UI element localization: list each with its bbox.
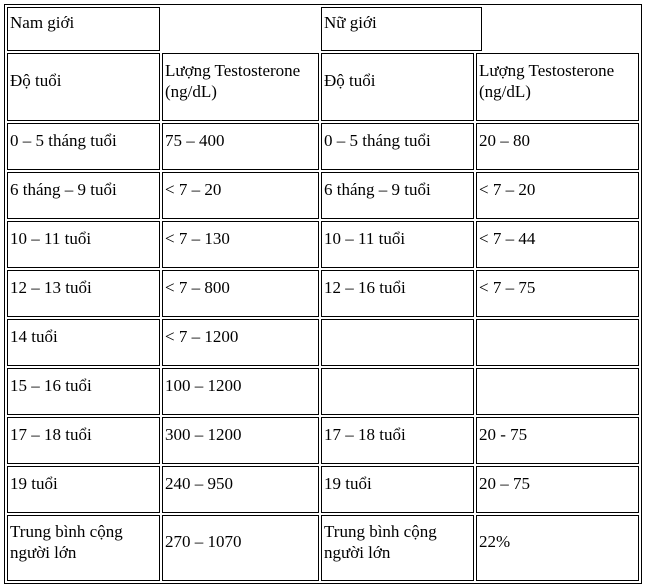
male-value-text: < 7 – 130 <box>165 228 230 248</box>
female-value-text: < 7 – 75 <box>479 277 536 297</box>
female-value-text: 20 – 75 <box>479 473 530 493</box>
male-value-text: 240 – 950 <box>165 473 233 493</box>
male-value-text: 300 – 1200 <box>165 424 242 444</box>
male-age-cell <box>7 270 160 317</box>
male-age-cell <box>7 515 160 581</box>
female-value-cell <box>476 515 639 581</box>
male-age-cell <box>7 221 160 268</box>
male-value-cell <box>162 368 319 415</box>
male-age-text: 15 – 16 tuổi <box>10 375 92 395</box>
male-value-text: < 7 – 20 <box>165 179 222 199</box>
male-level-header: Lượng Testosterone (ng/dL) <box>165 60 301 101</box>
male-age-text: 14 tuổi <box>10 326 58 346</box>
male-age-text: 17 – 18 tuổi <box>10 424 92 444</box>
male-age-cell <box>7 466 160 513</box>
male-value-cell <box>162 172 319 219</box>
female-value-text <box>479 326 636 347</box>
female-value-text: 22% <box>479 532 511 551</box>
male-level-header-cell <box>162 53 319 121</box>
male-value-text: < 7 – 1200 <box>165 326 239 346</box>
female-value-cell <box>476 172 639 219</box>
male-value-cell <box>162 123 319 170</box>
female-value-text: < 7 – 20 <box>479 179 536 199</box>
testosterone-table <box>4 4 642 584</box>
female-age-cell-blank <box>321 319 474 366</box>
table-row <box>7 270 639 317</box>
male-value-cell <box>162 221 319 268</box>
female-age-text: 10 – 11 tuổi <box>324 228 406 248</box>
female-age-cell <box>321 466 474 513</box>
table-row <box>7 368 639 415</box>
female-value-cell <box>476 221 639 268</box>
male-age-cell <box>7 172 160 219</box>
female-value-text: 20 – 80 <box>479 130 530 150</box>
male-age-cell <box>7 368 160 415</box>
male-value-text: 270 – 1070 <box>165 532 242 551</box>
male-age-cell <box>7 319 160 366</box>
table-row <box>7 319 639 366</box>
female-age-text: 0 – 5 tháng tuổi <box>324 130 431 150</box>
male-age-text: 19 tuổi <box>10 473 58 493</box>
female-value-cell-blank <box>476 368 639 415</box>
male-age-cell <box>7 123 160 170</box>
male-age-header: Độ tuổi <box>10 71 62 90</box>
female-age-cell <box>321 172 474 219</box>
hidden-empty-cell <box>484 7 639 51</box>
female-age-cell <box>321 221 474 268</box>
female-value-cell <box>476 417 639 464</box>
female-age-text: 12 – 16 tuổi <box>324 277 406 297</box>
female-level-header-cell <box>476 53 639 121</box>
table-row <box>7 466 639 513</box>
female-section-label: Nữ giới <box>324 13 377 32</box>
male-value-text: 75 – 400 <box>165 130 225 150</box>
table-row-adult-average <box>7 515 639 581</box>
female-section-header-cell <box>321 7 482 51</box>
hidden-empty-cell <box>162 7 319 51</box>
male-age-text: 10 – 11 tuổi <box>10 228 92 248</box>
female-age-text: 6 tháng – 9 tuổi <box>324 179 431 199</box>
female-age-header-cell <box>321 53 474 121</box>
female-value-cell-blank <box>476 319 639 366</box>
male-age-header-cell <box>7 53 160 121</box>
section-header-row <box>7 7 639 51</box>
male-section-header-cell <box>7 7 160 51</box>
female-value-text <box>479 375 636 396</box>
female-age-cell <box>321 515 474 581</box>
female-age-text: 19 tuổi <box>324 473 372 493</box>
male-age-text: Trung bình cộng người lớn <box>10 521 123 562</box>
male-age-text: 12 – 13 tuổi <box>10 277 92 297</box>
column-header-row <box>7 53 639 121</box>
table-row <box>7 417 639 464</box>
female-age-text: 17 – 18 tuổi <box>324 424 406 444</box>
table-row <box>7 123 639 170</box>
female-value-text: 20 - 75 <box>479 424 528 444</box>
female-age-cell-blank <box>321 368 474 415</box>
male-value-cell <box>162 270 319 317</box>
male-age-text: 0 – 5 tháng tuổi <box>10 130 117 150</box>
female-level-header: Lượng Testosterone (ng/dL) <box>479 60 615 101</box>
female-age-text <box>324 326 471 347</box>
female-age-cell <box>321 270 474 317</box>
male-age-cell <box>7 417 160 464</box>
male-value-text: < 7 – 800 <box>165 277 230 297</box>
male-value-cell <box>162 466 319 513</box>
female-value-cell <box>476 123 639 170</box>
male-value-cell <box>162 515 319 581</box>
male-age-text: 6 tháng – 9 tuổi <box>10 179 117 199</box>
table-row <box>7 221 639 268</box>
male-value-cell <box>162 417 319 464</box>
female-age-text <box>324 375 471 396</box>
female-age-cell <box>321 417 474 464</box>
table-row <box>7 172 639 219</box>
female-value-cell <box>476 270 639 317</box>
male-value-text: 100 – 1200 <box>165 375 242 395</box>
female-age-text: Trung bình cộng người lớn <box>324 521 437 562</box>
male-section-label: Nam giới <box>10 13 75 32</box>
female-value-cell <box>476 466 639 513</box>
male-value-cell <box>162 319 319 366</box>
female-age-header: Độ tuổi <box>324 71 376 90</box>
female-value-text: < 7 – 44 <box>479 228 536 248</box>
female-age-cell <box>321 123 474 170</box>
